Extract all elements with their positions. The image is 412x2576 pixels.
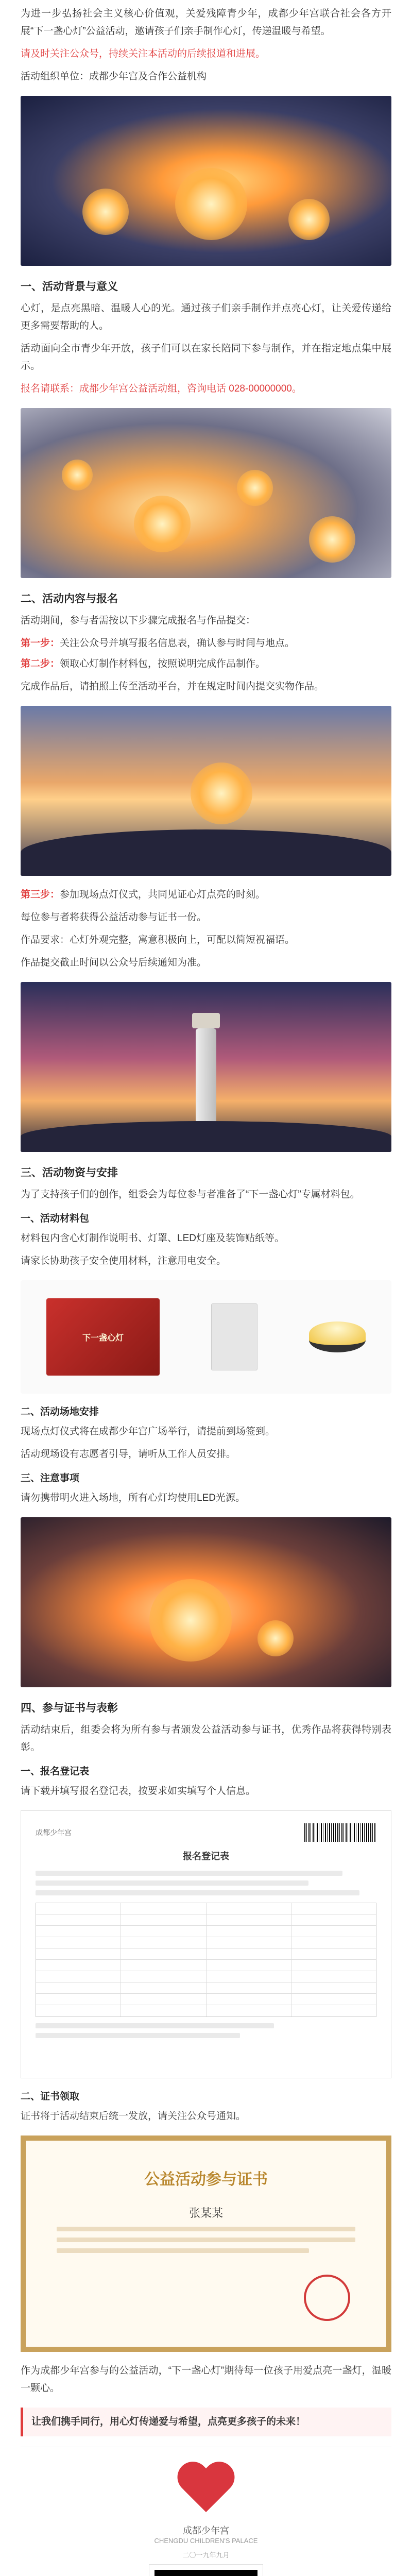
section2-title: 二、活动内容与报名 (21, 593, 118, 605)
lighthouse-photo (21, 982, 391, 1152)
registration-form-image (21, 1810, 391, 2078)
led-lamp-icon (309, 1321, 366, 1352)
closing-banner: 让我们携手同行，用心灯传递爱与希望，点亮更多孩子的未来！ (21, 2408, 391, 2436)
barcode-icon (304, 1823, 376, 1842)
step-3 (0, 886, 412, 904)
section2-paragraph: 活动期间，参与者需按以下步骤完成报名与作品提交： (21, 615, 256, 626)
section3-paragraph: 材料包内含心灯制作说明书、灯罩、LED灯座及装饰贴纸等。 (21, 1233, 284, 1244)
doc-table (36, 1903, 376, 2017)
step-2 (0, 655, 412, 673)
section4-paragraph: 请下载并填写报名登记表，按要求如实填写个人信息。 (21, 1786, 256, 1797)
section4-subtitle: 二、证书领取 (21, 2091, 80, 2102)
footer-org-sub: CHENGDU CHILDREN'S PALACE (154, 2537, 258, 2545)
footer-org-name: 成都少年宫 (183, 2526, 229, 2536)
intro-organizer: 活动组织单位：成都少年宫及合作公益机构 (21, 71, 207, 82)
material-kit-photo (21, 1280, 391, 1394)
intro-highlight: 请及时关注公众号，持续关注本活动的后续报道和进展。 (21, 48, 266, 59)
section3-paragraph: 请家长协助孩子安全使用材料，注意用电安全。 (21, 1256, 227, 1266)
section3-subtitle: 一、活动材料包 (21, 1213, 90, 1224)
section4-paragraph: 活动结束后，组委会将为所有参与者颁发公益活动参与证书，优秀作品将获得特别表彰。 (21, 1724, 391, 1753)
section3-paragraph: 请勿携带明火进入场地，所有心灯均使用LED光源。 (21, 1493, 245, 1503)
kit-box: 下一盏心灯 (46, 1298, 160, 1376)
qr-code-icon[interactable] (149, 2565, 263, 2576)
section2-paragraph: 作品要求：心灯外观完整，寓意积极向上，可配以简短祝福语。 (21, 935, 295, 945)
section3-title: 三、活动物资与安排 (21, 1167, 118, 1179)
closing-paragraph: 作为成都少年宫参与的公益活动，“下一盏心灯”期待每一位孩子用爱点亮一盏灯，温暖一颗心。 (21, 2365, 391, 2394)
section1-paragraph: 心灯，是点亮黑暗、温暖人心的光。通过孩子们亲手制作并点亮心灯，让关爱传递给更多需要帮助的人。 (21, 303, 391, 331)
doc-org: 成都少年宫 (36, 1828, 72, 1837)
step-label: 第二步： (21, 658, 60, 669)
section3-paragraph: 为了支持孩子们的创作，组委会为每位参与者准备了“下一盏心灯”专属材料包。 (21, 1189, 360, 1200)
footer (21, 2463, 391, 2576)
section4-title: 四、参与证书与表彰 (21, 1702, 118, 1714)
step-label: 第一步： (21, 638, 60, 649)
intro-paragraph: 为进一步弘扬社会主义核心价值观，关爱残障青少年，成都少年宫联合社会各方开展“下一盏心灯”公益活动，邀请孩子们亲手制作心灯，传递温暖与希望。 (21, 8, 391, 37)
seal-icon (304, 2275, 350, 2321)
section3-paragraph: 活动现场设有志愿者引导，请听从工作人员安排。 (21, 1449, 236, 1460)
cert-title: 公益活动参与证书 (144, 2171, 268, 2188)
heart-logo-icon (175, 2463, 237, 2519)
step-text: 领取心灯制作材料包，按照说明完成作品制作。 (60, 658, 266, 669)
section3-subtitle: 二、活动场地安排 (21, 1406, 99, 1417)
section3-subtitle: 三、注意事项 (21, 1473, 80, 1484)
section2-paragraph: 完成作品后，请拍照上传至活动平台，并在规定时间内提交实物作品。 (21, 681, 324, 692)
step-1 (0, 635, 412, 652)
step-label: 第三步： (21, 889, 60, 900)
cert-name: 张某某 (188, 2207, 223, 2219)
section1-title: 一、活动背景与意义 (21, 281, 118, 293)
sunset-lighthouse-photo (21, 706, 391, 876)
section4-paragraph: 证书将于活动结束后统一发放，请关注公众号通知。 (21, 2111, 246, 2122)
step-text: 参加现场点灯仪式，共同见证心灯点亮的时刻。 (60, 889, 266, 900)
floating-lanterns-photo (21, 408, 391, 578)
section2-paragraph: 作品提交截止时间以公众号后续通知为准。 (21, 957, 207, 968)
instruction-book (211, 1303, 258, 1370)
step-text: 关注公众号并填写报名信息表，确认参与时间与地点。 (60, 638, 295, 649)
section1-contact: 报名请联系：成都少年宫公益活动组，咨询电话 028-00000000。 (21, 383, 302, 394)
doc-title: 报名登记表 (183, 1851, 229, 1861)
footer-date: 二〇一九年九月 (182, 2551, 230, 2559)
certificate-image (21, 2136, 391, 2352)
section2-paragraph: 每位参与者将获得公益活动参与证书一份。 (21, 912, 207, 923)
section4-subtitle: 一、报名登记表 (21, 1766, 90, 1777)
section3-paragraph: 现场点灯仪式将在成都少年宫广场举行，请提前到场签到。 (21, 1426, 276, 1437)
section1-paragraph: 活动面向全市青少年开放，孩子们可以在家长陪同下参与制作，并在指定地点集中展示。 (21, 343, 391, 371)
water-lanterns-photo (21, 1517, 391, 1687)
lantern-photo (21, 96, 391, 266)
